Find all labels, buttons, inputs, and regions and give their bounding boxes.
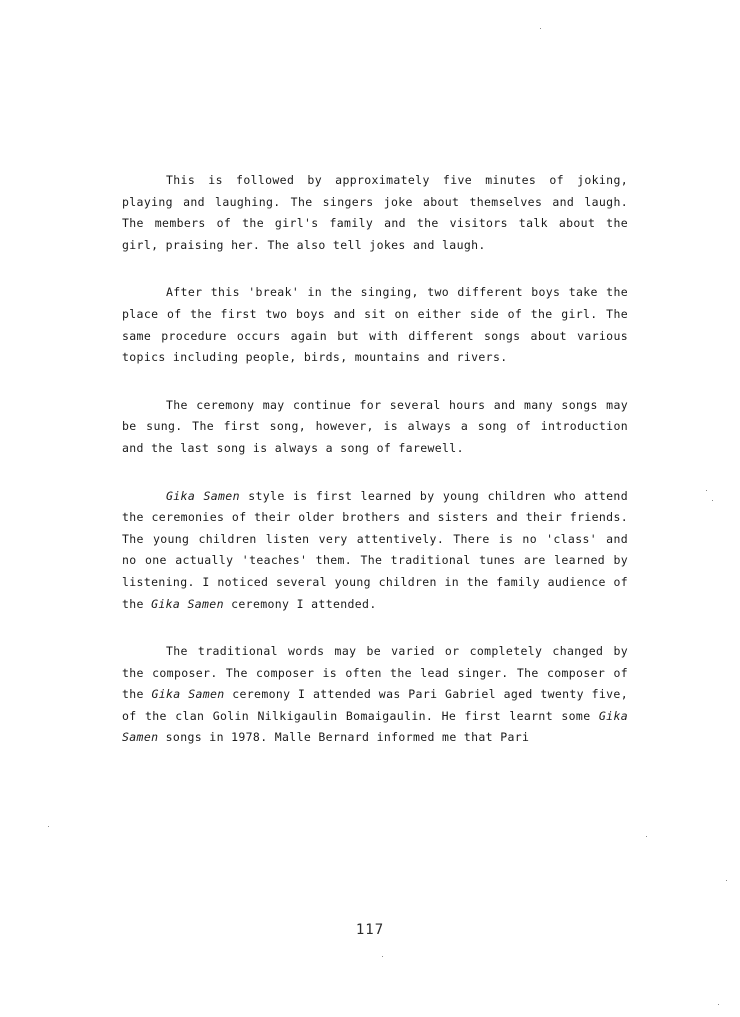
paragraph-5-text: songs in 1978. Malle Bernard informed me that Pari <box>158 730 530 745</box>
paragraph-5-term: Gika Samen <box>151 687 225 702</box>
paragraph-1-text: This is followed by approximately five minutes of joking, playing and laughing. The singers joke about themselves and laugh. The members of the girl's family and the visitors talk about the girl, praising her. The also tell jokes and laugh. <box>122 173 636 252</box>
paragraph-5-text: The traditional words may be varied or completely changed by the composer. The composer is often the lead singer. The composer of the <box>122 644 636 702</box>
paragraph-2 <box>122 282 636 368</box>
paragraph-4 <box>122 486 636 616</box>
paragraph-3 <box>122 395 636 460</box>
scan-speck <box>712 500 713 501</box>
scan-speck <box>646 836 647 837</box>
paragraph-5-text: ceremony I attended was Pari Gabriel aged twenty five, of the clan Golin Nilkigaulin Bomaigaulin. He first learnt some <box>122 687 636 723</box>
body-text <box>122 170 636 775</box>
paragraph-4-term: Gika Samen <box>166 488 240 503</box>
scan-speck <box>48 826 49 827</box>
scan-speck <box>382 956 383 957</box>
paragraph-5 <box>122 641 636 749</box>
paragraph-5-term: Gika Samen <box>122 708 636 745</box>
scan-speck <box>540 28 541 29</box>
paragraph-1 <box>122 170 636 256</box>
scan-speck <box>718 1004 719 1005</box>
paragraph-3-text: The ceremony may continue for several hours and many songs may be sung. The first song, however, is always a song of introduction and the last song is always a song of farewell. <box>122 397 636 455</box>
paragraph-4-text: style is first learned by young children who attend the ceremonies of their older brothers and sisters and their friends. The young children listen very attentively. There is no 'class' and no one actually 'teaches' them. The traditional tunes are learned by listening. I noticed several young children in the family audience of the <box>122 488 636 611</box>
page-number: 117 <box>355 922 385 938</box>
scan-speck <box>726 880 727 881</box>
paragraph-4-term: Gika Samen <box>151 596 224 611</box>
paragraph-2-text: After this 'break' in the singing, two different boys take the place of the first two boys and sit on either side of the girl. The same procedure occurs again but with different songs about various topics including people, birds, mountains and rivers. <box>122 285 636 365</box>
scan-speck <box>706 490 707 491</box>
paragraph-4-text: ceremony I attended. <box>223 596 377 611</box>
